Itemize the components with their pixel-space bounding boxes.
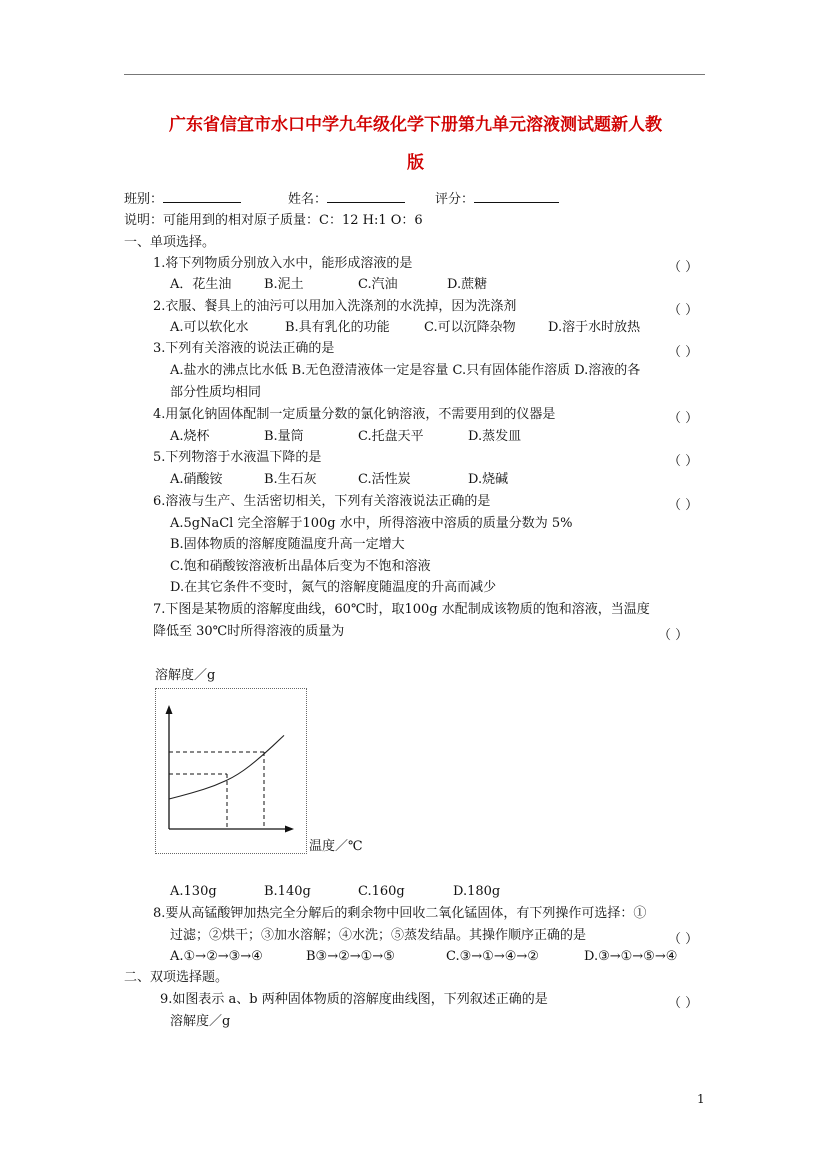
q6-answer-paren[interactable]: （ ） — [668, 498, 699, 513]
q6-option-b[interactable]: B.固体物质的溶解度随温度升高一定增大 — [170, 537, 405, 552]
q1-option-c[interactable]: C.汽油 — [358, 277, 398, 292]
q1-option-a[interactable]: A．花生油 — [170, 277, 232, 292]
q5-option-d[interactable]: D.烧碱 — [468, 472, 509, 487]
section1-heading: 一、单项选择。 — [124, 235, 216, 250]
q7-stem-line2: 降低至 30℃时所得溶液的质量为 — [153, 624, 345, 639]
q5-option-a[interactable]: A.硝酸铵 — [170, 472, 223, 487]
q4-option-b[interactable]: B.量筒 — [264, 429, 304, 444]
q4-stem: 4.用氯化钠固体配制一定质量分数的氯化钠溶液，不需要用到的仪器是 — [153, 407, 556, 422]
q4-option-a[interactable]: A.烧杯 — [170, 429, 210, 444]
note-line: 说明：可能用到的相对原子质量：C：12 H:1 O：6 — [124, 213, 423, 228]
q6-stem: 6.溶液与生产、生活密切相关，下列有关溶液说法正确的是 — [153, 494, 491, 509]
q2-option-d[interactable]: D.溶于水时放热 — [548, 320, 641, 335]
name-field — [288, 190, 405, 208]
q3-options-line1[interactable]: A.盐水的沸点比水低 B.无色澄清液体一定是容量 C.只有固体能作溶质 D.溶液的各 — [170, 363, 641, 378]
class-label: 班别： — [124, 192, 164, 207]
q6-option-a[interactable]: A.5gNaCl 完全溶解于100g 水中，所得溶液中溶质的质量分数为 5% — [170, 516, 573, 531]
q1-option-b[interactable]: B.泥土 — [264, 277, 304, 292]
q7-solubility-chart — [155, 688, 307, 854]
q7-option-c[interactable]: C.160g — [358, 884, 405, 899]
q3-stem: 3.下列有关溶液的说法正确的是 — [153, 341, 335, 356]
q5-option-c[interactable]: C.活性炭 — [358, 472, 411, 487]
q4-option-d[interactable]: D.蒸发皿 — [468, 429, 522, 444]
score-field — [435, 190, 559, 208]
q7-chart-xlabel: 温度／℃ — [309, 839, 363, 854]
q7-stem-line1: 7.下图是某物质的溶解度曲线，60℃时，取100g 水配制成该物质的饱和溶液，当温度 — [153, 602, 650, 617]
q5-answer-paren[interactable]: （ ） — [668, 454, 699, 469]
q8-stem-line2: 过滤；②烘干；③加水溶解；④水洗；⑤蒸发结晶。其操作顺序正确的是 — [170, 928, 587, 943]
q3-answer-paren[interactable]: （ ） — [668, 345, 699, 360]
q8-answer-paren[interactable]: （ ） — [668, 932, 699, 947]
q6-option-c[interactable]: C.饱和硝酸铵溶液析出晶体后变为不饱和溶液 — [170, 559, 431, 574]
q7-option-b[interactable]: B.140g — [264, 884, 311, 899]
class-field — [124, 190, 241, 208]
y-axis-arrow — [166, 705, 173, 714]
q8-option-c[interactable]: C.③→①→④→② — [446, 949, 539, 964]
q2-option-b[interactable]: B.具有乳化的功能 — [285, 320, 390, 335]
score-label: 评分： — [435, 192, 475, 207]
q7-chart-svg — [156, 689, 306, 853]
q2-option-c[interactable]: C.可以沉降杂物 — [424, 320, 516, 335]
q8-option-b[interactable]: B③→②→①→⑤ — [306, 949, 395, 964]
q9-stem: 9.如图表示 a、b 两种固体物质的溶解度曲线图，下列叙述正确的是 — [160, 992, 548, 1007]
q9-chart-ylabel: 溶解度／g — [170, 1014, 231, 1029]
q4-option-c[interactable]: C.托盘天平 — [358, 429, 424, 444]
q3-options-line2: 部分性质均相同 — [170, 385, 262, 400]
q7-chart-ylabel: 溶解度／g — [155, 668, 216, 683]
q5-stem: 5.下列物溶于水液温下降的是 — [153, 450, 322, 465]
score-blank[interactable] — [474, 190, 559, 203]
q5-option-b[interactable]: B.生石灰 — [264, 472, 317, 487]
q1-option-d[interactable]: D.蔗糖 — [447, 277, 488, 292]
document-title-line2: 版 — [407, 153, 424, 173]
q2-stem: 2.衣服、餐具上的油污可以用加入洗涤剂的水洗掉，因为洗涤剂 — [153, 299, 517, 314]
q7-answer-paren[interactable]: （ ） — [658, 628, 689, 643]
q1-answer-paren[interactable]: （ ） — [668, 260, 699, 275]
q8-stem-line1: 8.要从高锰酸钾加热完全分解后的剩余物中回收二氧化锰固体，有下列操作可选择：① — [153, 906, 647, 921]
page-number: 1 — [697, 1092, 705, 1106]
document-title-line1: 广东省信宜市水口中学九年级化学下册第九单元溶液测试题新人教 — [169, 115, 662, 135]
q1-stem: 1.将下列物质分别放入水中，能形成溶液的是 — [153, 256, 413, 271]
q7-option-d[interactable]: D.180g — [453, 884, 501, 899]
x-axis-arrow — [285, 826, 294, 833]
q8-option-a[interactable]: A.①→②→③→④ — [170, 949, 263, 964]
q4-answer-paren[interactable]: （ ） — [668, 411, 699, 426]
header-rule — [124, 74, 705, 75]
q9-answer-paren[interactable]: （ ） — [668, 996, 699, 1011]
q8-option-d[interactable]: D.③→①→⑤→④ — [584, 949, 678, 964]
name-label: 姓名： — [288, 192, 328, 207]
section2-heading: 二、双项选择题。 — [124, 970, 229, 985]
q7-option-a[interactable]: A.130g — [170, 884, 217, 899]
name-blank[interactable] — [327, 190, 405, 203]
q6-option-d[interactable]: D.在其它条件不变时，氮气的溶解度随温度的升高而减少 — [170, 580, 497, 595]
class-blank[interactable] — [163, 190, 241, 203]
q2-option-a[interactable]: A.可以软化水 — [170, 320, 249, 335]
q2-answer-paren[interactable]: （ ） — [668, 303, 699, 318]
